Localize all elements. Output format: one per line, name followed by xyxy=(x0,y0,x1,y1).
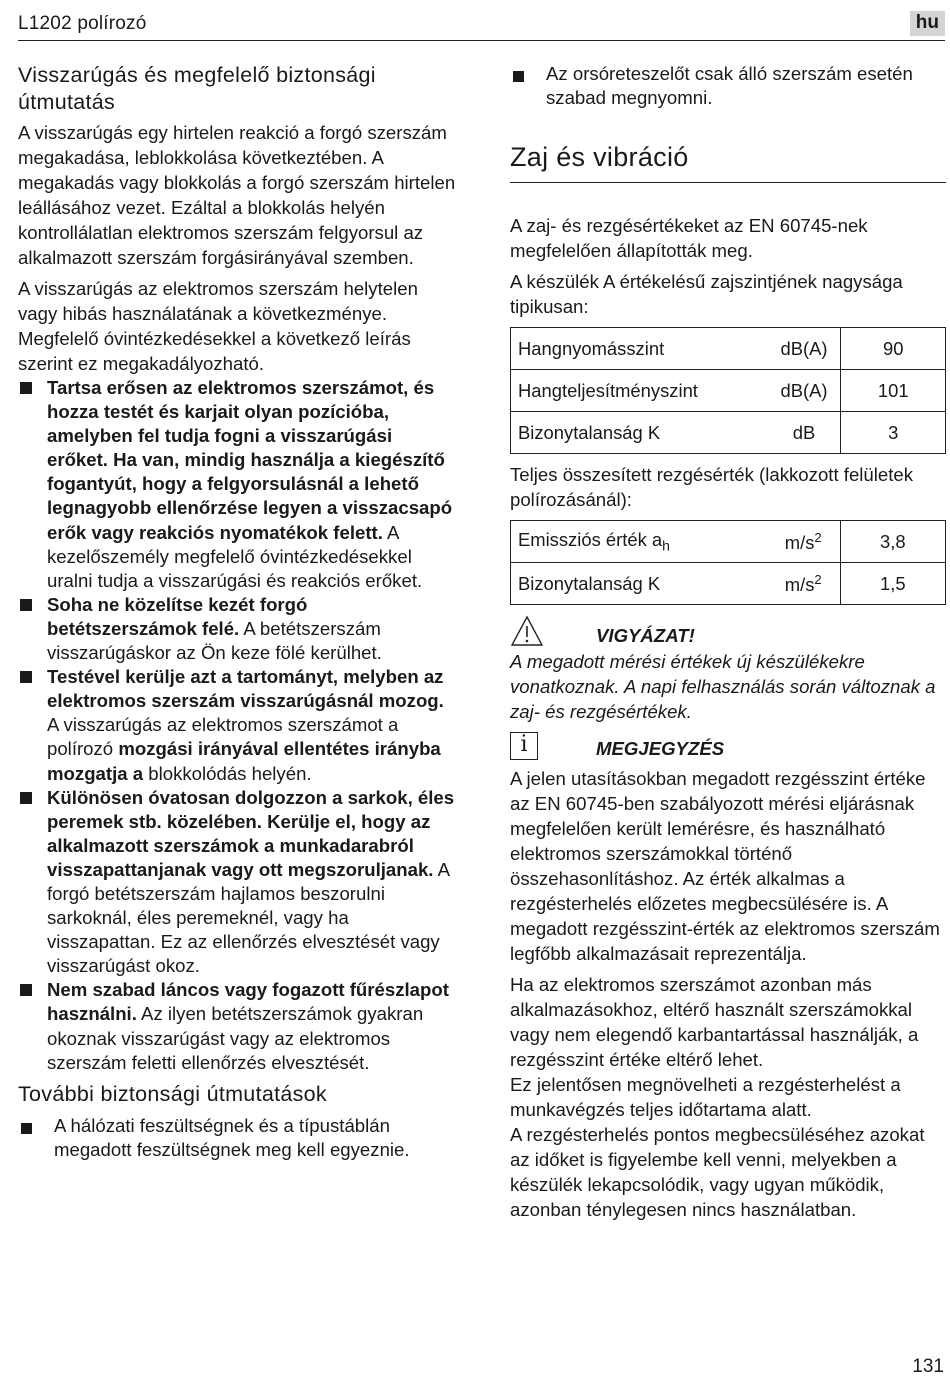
table-row: Bizonytalanság K dB 3 xyxy=(511,412,946,454)
left-column xyxy=(18,62,458,1162)
right-column xyxy=(510,62,946,1222)
further-safety-list xyxy=(18,1114,458,1162)
square-bullet-icon xyxy=(20,1117,34,1131)
note-heading xyxy=(510,732,946,762)
vibration-values-table xyxy=(510,520,946,605)
list-item: A hálózati feszültségnek és a típustáblán megadott feszültségnek meg kell egyeznie. xyxy=(18,1114,458,1162)
noise-values-table xyxy=(510,327,946,454)
square-bullet-icon xyxy=(20,984,32,996)
warning-title: VIGYÁZAT! xyxy=(596,625,695,647)
spindle-lock-list xyxy=(510,62,946,110)
table-row: Bizonytalanság K $m/s^2$ 1,5 xyxy=(511,563,946,605)
page-header xyxy=(18,6,945,41)
section-title-further-safety: További biztonsági útmutatások xyxy=(18,1081,327,1106)
kickback-paragraph-1: A visszarúgás egy hirtelen reakció a forgó szerszám megakadása, leblokkolása következtében. A megakadás vagy blokkolás a forgó szerszám hirtelen leállásához vezet. Ezáltal a blokkolás helyén kontrollálatlan elektromos szerszám felgyorsul az alkalmazott szerszám forgásirányával szemben. xyxy=(18,122,456,268)
language-badge: hu xyxy=(910,11,945,36)
square-bullet-icon xyxy=(20,382,32,394)
square-bullet-icon xyxy=(512,65,526,79)
warning-text: A megadott mérési értékek új készülékekre vonatkoznak. A napi felhasználás során változnak a zaj- és rezgésértékek. xyxy=(510,651,936,723)
list-item: Az orsóreteszelőt csak álló szerszám esetén szabad megnyomni. xyxy=(510,62,946,110)
list-item: Testével kerülje azt a tartományt, melyben az elektromos szerszám visszarúgásnál mozog. A visszarúgás az elektromos szerszámot a polírozó mozgási irányával ellentétes irányba mozgatja a blokkolódás helyén. xyxy=(18,665,458,785)
note-paragraph-2: Ha az elektromos szerszámot azonban más alkalmazásokhoz, eltérő használt szerszámokkal vagy nem elegendő karbantartással használják, a rezgésszint értéke eltérő lehet. xyxy=(510,974,919,1071)
document-title: L1202 polírozó xyxy=(18,13,147,34)
square-bullet-icon xyxy=(20,671,32,683)
warning-triangle-icon xyxy=(510,615,544,652)
list-item: Különösen óvatosan dolgozzon a sarkok, éles peremek stb. közelében. Kerülje el, hogy az alkalmazott szerszámok a munkadarabról visszapattanjanak vagy ott megszoruljanak. A forgó betétszerszám hajlamos beszorulni sarkoknál, éles peremeknél, vagy ha visszapattan. Ez az ellenőrzés elvesztését vagy visszarúgást okoz. xyxy=(18,786,458,979)
note-paragraph-3: Ez jelentősen megnövelheti a rezgésterhelést a munkavégzés teljes időtartama alatt. xyxy=(510,1074,901,1121)
note-paragraph-1: A jelen utasításokban megadott rezgésszint értéke az EN 60745-ben szabályozott mérési eljárásnak megfelelően került lemérésre, és használható elektromos szerszámokkal történő összehasonlításhoz. Az érték alkalmas a rezgésterhelés előzetes megbecsülésére is. A megadott rezgésszint-érték az elektromos szerszám legfőbb alkalmazásait reprezentálja. xyxy=(510,768,940,965)
page-number: 131 xyxy=(912,1356,944,1377)
note-paragraph-4: A rezgésterhelés pontos megbecsüléséhez azokat az időket is figyelembe kell venni, melyekben a készülék lekapcsolódik, vagy ugyan működik, azonban ténylegesen nincs használatban. xyxy=(510,1124,925,1221)
kickback-paragraph-2: A visszarúgás az elektromos szerszám helytelen vagy hibás használatának a következménye. Megfelelő óvintézkedésekkel a következő leírás szerint ez megakadályozható. xyxy=(18,278,418,374)
table-row: Hangnyomásszint dB(A) 90 xyxy=(511,328,946,370)
table-row: Emissziós érték $a_h$ $m/s^2$ 3,8 xyxy=(511,521,946,563)
list-item: Soha ne közelítse kezét forgó betétszerszámok felé. A betétszerszám visszarúgáskor az Ön keze fölé kerülhet. xyxy=(18,593,458,665)
info-icon: i xyxy=(510,732,538,760)
square-bullet-icon xyxy=(20,792,32,804)
table-row: Hangteljesítményszint dB(A) 101 xyxy=(511,370,946,412)
section-title-kickback: Visszarúgás és megfelelő biztonsági útmutatás xyxy=(18,63,376,114)
list-item: Tartsa erősen az elektromos szerszámot, és hozza testét és karjait olyan pozícióba, amelyben fel tudja fogni a visszarúgási erőket. Ha van, mindig használja a kiegészítő fogantyút, hogy a felgyorsulásnál a lehető legnagyobb ellenőrzése legyen a visszacsapó erők vagy reakciós nyomatékok felett. A kezelőszemély megfelelő óvintézkedésekkel uralni tudja a visszarúgási és reakciós erőket. xyxy=(18,376,458,593)
warning-heading xyxy=(510,623,946,649)
note-title: MEGJEGYZÉS xyxy=(596,738,725,760)
list-item: Nem szabad láncos vagy fogazott fűrészlapot használni. Az ilyen betétszerszámok gyakran okoznak visszarúgást vagy az elektromos szerszám feletti ellenőrzés elvesztését. xyxy=(18,978,458,1074)
square-bullet-icon xyxy=(20,599,32,611)
noise-paragraph-1: A zaj- és rezgésértékeket az EN 60745-nek megfelelően állapították meg. xyxy=(510,215,868,262)
vibration-paragraph: Teljes összesített rezgésérték (lakkozott felületek polírozásánál): xyxy=(510,464,914,511)
section-title-noise-vibration: Zaj és vibráció xyxy=(510,140,946,183)
kickback-bullet-list xyxy=(18,376,458,1075)
noise-paragraph-2: A készülék A értékelésű zajszintjének nagysága tipikusan: xyxy=(510,271,903,318)
